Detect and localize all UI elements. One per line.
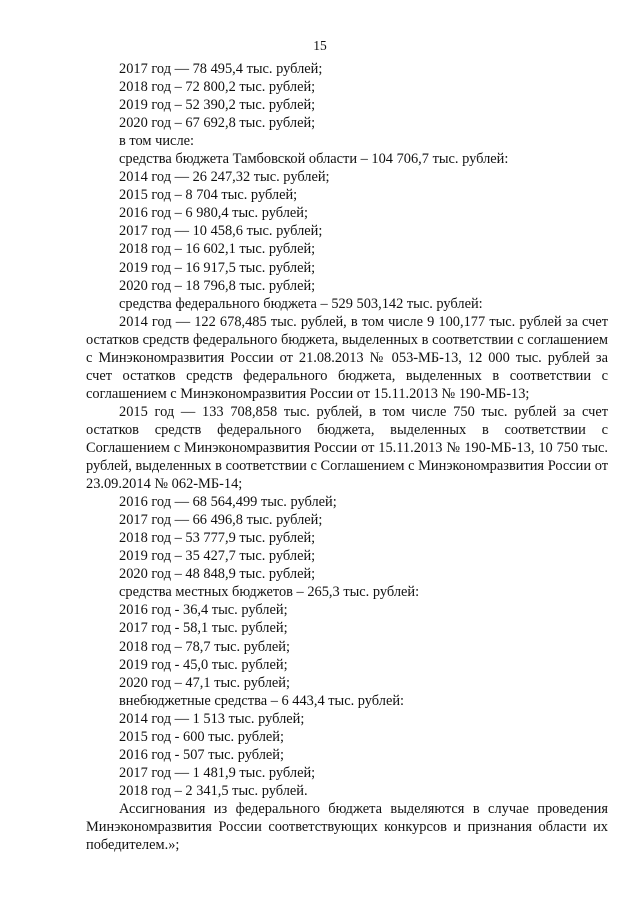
text-line: 2016 год - 507 тыс. рублей; [119,746,284,763]
text-line: 2017 год — 66 496,8 тыс. рублей; [119,512,323,529]
text-line: средства федерального бюджета – 529 503,142 тыс. рублей: [119,295,483,312]
paragraph-2015: 2015 год — 133 708,858 тыс. рублей, в том числе 750 тыс. рублей за счет остатков средств федерального бюджета, выделенных в соответствии с Соглашением с Минэкономразвития России от 15.11.2013 № 190-МБ-13, 10 750 тыс. рублей, выделенных в соответствии с Соглашением с Минэкономразвития России от 23.09.2014 № 062-МБ-14; [86,403,608,493]
text-line: 2020 год – 67 692,8 тыс. рублей; [119,115,316,132]
text-line: 2015 год - 600 тыс. рублей; [119,728,284,745]
text-line: 2018 год – 53 777,9 тыс. рублей; [119,530,316,547]
text-line: 2018 год – 78,7 тыс. рублей; [119,638,290,655]
text-line: 2014 год — 26 247,32 тыс. рублей; [119,169,330,186]
document-body [86,60,608,854]
text-line: 2017 год - 58,1 тыс. рублей; [119,620,288,637]
text-line: 2019 год - 45,0 тыс. рублей; [119,656,288,673]
text-line: 2020 год – 47,1 тыс. рублей; [119,674,290,691]
text-line: 2018 год – 72 800,2 тыс. рублей; [119,79,316,96]
text-line: 2018 год – 2 341,5 тыс. рублей. [119,782,308,799]
funding-list-a [86,60,608,313]
text-line: 2016 год – 6 980,4 тыс. рублей; [119,205,308,222]
text-line: 2019 год – 35 427,7 тыс. рублей; [119,548,316,565]
text-line: внебюджетные средства – 6 443,4 тыс. рублей: [119,692,405,709]
text-line: 2017 год — 78 495,4 тыс. рублей; [119,61,323,77]
paragraph-2014: 2014 год — 122 678,485 тыс. рублей, в том числе 9 100,177 тыс. рублей за счет остатков средств федерального бюджета, выделенных в соответствии с соглашением с Минэкономразвития России от 21.08.2013 № 053-МБ-13, 12 000 тыс. рублей за счет остатков средств федерального бюджета, выделенных в соответствии с соглашением с Минэкономразвития России от 15.11.2013 № 190-МБ-13; [86,313,608,402]
text-line: 2019 год – 16 917,5 тыс. рублей; [119,259,316,276]
text-line: 2019 год – 52 390,2 тыс. рублей; [119,97,316,114]
text-line: средства местных бюджетов – 265,3 тыс. рублей: [119,584,420,601]
text-line: в том числе: [119,133,195,150]
text-line: 2020 год – 18 796,8 тыс. рублей; [119,277,316,294]
text-line: 2017 год — 10 458,6 тыс. рублей; [119,223,323,240]
paragraph-final: Ассигнования из федерального бюджета выделяются в случае проведения Минэкономразвития России соответствующих конкурсов и признания области их победителем.»; [86,800,608,854]
text-line: 2016 год - 36,4 тыс. рублей; [119,602,288,619]
text-line: 2018 год – 16 602,1 тыс. рублей; [119,241,316,258]
text-line: 2017 год — 1 481,9 тыс. рублей; [119,764,316,781]
page-number: 15 [313,38,327,53]
text-line: 2020 год – 48 848,9 тыс. рублей; [119,566,316,583]
text-line: 2014 год — 1 513 тыс. рублей; [119,710,305,727]
text-line: 2015 год – 8 704 тыс. рублей; [119,187,298,204]
funding-list-b [86,493,608,800]
text-line: 2016 год — 68 564,499 тыс. рублей; [119,494,337,511]
text-line: средства бюджета Тамбовской области – 104 706,7 тыс. рублей: [119,151,509,168]
